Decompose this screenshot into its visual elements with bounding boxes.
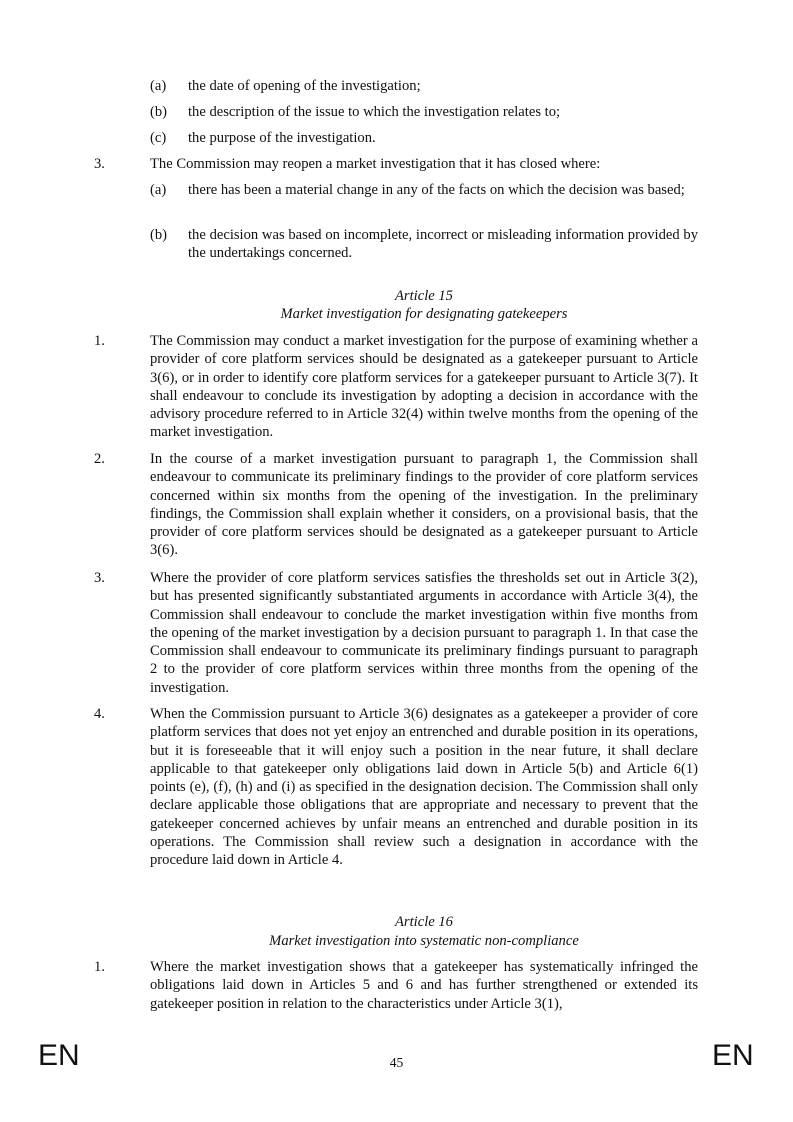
paragraph-number: 1.	[94, 333, 105, 349]
article-subtitle: Market investigation for designating gatekeepers	[280, 306, 568, 322]
subitem-label: (a)	[150, 182, 167, 198]
intro-item-label: (a)	[150, 78, 167, 94]
subitem-label: (b)	[150, 227, 168, 243]
language-code-right: EN	[712, 1039, 754, 1072]
paragraph-text: Where the market investigation shows that a gatekeeper has systematically infringed the obligations laid down in Articles 5 and 6 and has further strengthened or extended its gatekeeper position in relation to the characteristics under Article 3(1),	[150, 959, 698, 1012]
paragraph-number: 3.	[94, 570, 105, 586]
paragraph-text: When the Commission pursuant to Article 3(6) designates as a gatekeeper a provider of core platform services that does not yet enjoy an entrenched and durable position in its operations, but it is foreseeable that it will enjoy such a position in the near future, it shall declare applicable to that gatekeeper only obligations laid down in Article 5(b) and Article 6(1) points (e), (f), (h) and (i) as specified in the designation decision. The Commission shall only declare applicable those obligations that are appropriate and necessary to prevent that the gatekeeper concerned achieves by unfair means an entrenched and durable position in its operations. The Commission shall review such a designation in accordance with the procedure laid down in Article 4.	[150, 706, 698, 869]
article-subtitle: Market investigation into systematic non-compliance	[269, 933, 579, 949]
paragraph-number: 2.	[94, 451, 105, 467]
paragraph-number: 4.	[94, 706, 105, 722]
paragraph-text: The Commission may reopen a market investigation that it has closed where:	[150, 156, 601, 172]
intro-item-text: the date of opening of the investigation;	[188, 78, 421, 94]
paragraph-text: In the course of a market investigation pursuant to paragraph 1, the Commission shall endeavour to communicate its preliminary findings to the provider of core platform services concerned within six months from the opening of the investigation. In the preliminary findings, the Commission shall explain whether it considers, on a provisional basis, that the provider of core platform services should be designated as a gatekeeper pursuant to Article 3(6).	[150, 451, 698, 559]
paragraph-number: 3.	[94, 156, 105, 172]
page-number: 45	[389, 1055, 404, 1070]
intro-item-label: (c)	[150, 130, 167, 146]
intro-item-label: (b)	[150, 104, 168, 120]
intro-item-text: the purpose of the investigation.	[188, 130, 376, 146]
article-title: Article 16	[395, 914, 453, 930]
article-title: Article 15	[395, 288, 453, 304]
paragraph-number: 1.	[94, 959, 105, 975]
subitem-text: the decision was based on incomplete, incorrect or misleading information provided by the undertakings concerned.	[188, 227, 698, 262]
intro-item-text: the description of the issue to which the investigation relates to;	[188, 104, 561, 120]
language-code-left: EN	[38, 1039, 80, 1072]
paragraph-text: Where the provider of core platform services satisfies the thresholds set out in Article 3(2), but has presented significantly substantiated arguments in accordance with Article 3(4), the Commission shall endeavour to conclude the market investigation within five months from the opening of the market investigation by a decision pursuant to paragraph 1. In that case the Commission shall endeavour to communicate its preliminary findings pursuant to paragraph 2 to the provider of core platform services within three months from the opening of the investigation.	[150, 570, 698, 696]
paragraph-text: The Commission may conduct a market investigation for the purpose of examining whether a provider of core platform services should be designated as a gatekeeper pursuant to Article 3(6), or in order to identify core platform services for a gatekeeper pursuant to Article 3(7). It shall endeavour to conclude its investigation by adopting a decision in accordance with the advisory procedure referred to in Article 32(4) within twelve months from the opening of the market investigation.	[150, 333, 698, 441]
subitem-text: there has been a material change in any of the facts on which the decision was based;	[188, 182, 685, 198]
